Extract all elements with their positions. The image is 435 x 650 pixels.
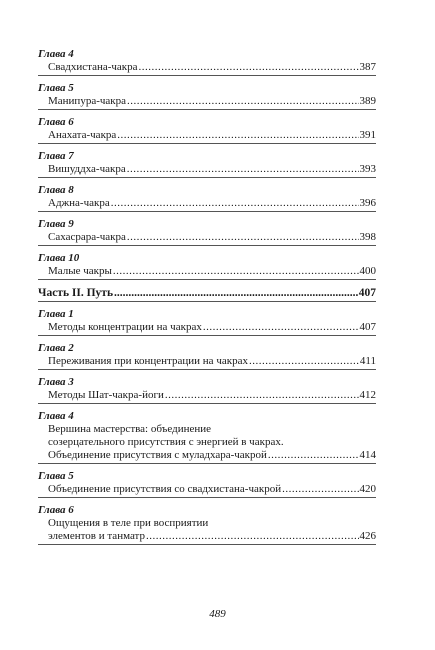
- chapter-label: Глава 4: [38, 410, 74, 422]
- leader-dots: [146, 530, 358, 543]
- entry-page: 411: [359, 355, 376, 367]
- leader-dots: [117, 129, 358, 142]
- entry-page: 389: [359, 95, 376, 107]
- entry-title-line: Объединение присутствия с муладхара-чакрой ..... 414: [38, 449, 376, 462]
- toc-entry[interactable]: [38, 265, 376, 280]
- toc-entry[interactable]: [38, 355, 376, 370]
- entry-title: Малые чакры: [48, 265, 112, 277]
- part-heading[interactable]: [38, 286, 376, 302]
- leader-dots: [203, 321, 359, 334]
- leader-dots: [114, 286, 358, 300]
- entry-title: Манипура-чакра: [48, 95, 127, 107]
- entry-page: 420: [359, 483, 376, 495]
- entry-page: 414: [359, 449, 376, 461]
- entry-title-line: элементов и танматр ..... 426: [38, 530, 376, 543]
- leader-dots: [282, 483, 358, 496]
- entry-title-line: Вершина мастерства: объединение: [48, 423, 212, 435]
- entry-page: 412: [359, 389, 376, 401]
- toc-entry[interactable]: [38, 231, 376, 246]
- chapter-label: Глава 1: [38, 308, 74, 320]
- leader-dots: [127, 95, 358, 108]
- table-of-contents: [38, 47, 376, 545]
- entry-title: Переживания при концентрации на чакрах: [48, 355, 248, 367]
- entry-page: 393: [359, 163, 376, 175]
- part-title: Часть II. Путь: [38, 287, 114, 299]
- chapter-label: Глава 7: [38, 150, 74, 162]
- entry-page: 407: [359, 321, 376, 333]
- entry-title: Сахасрара-чакра: [48, 231, 126, 243]
- chapter-label: Глава 5: [38, 470, 74, 482]
- toc-entry[interactable]: [38, 389, 376, 404]
- toc-entry[interactable]: [38, 483, 376, 498]
- leader-dots: [127, 163, 359, 176]
- part-page: 407: [358, 287, 376, 299]
- chapter-label: Глава 3: [38, 376, 74, 388]
- leader-dots: [111, 197, 359, 210]
- entry-page: 398: [359, 231, 376, 243]
- toc-entry[interactable]: [38, 129, 376, 144]
- entry-page: 387: [359, 61, 376, 73]
- entry-title: Анахата-чакра: [48, 129, 117, 141]
- entry-title: Аджна-чакра: [48, 197, 110, 209]
- entry-page: 426: [359, 530, 376, 542]
- toc-entry[interactable]: [38, 321, 376, 336]
- chapter-label: Глава 9: [38, 218, 74, 230]
- toc-entry[interactable]: [38, 163, 376, 178]
- entry-title: Вишуддха-чакра: [48, 163, 126, 175]
- leader-dots: [113, 265, 359, 278]
- toc-entry[interactable]: [38, 95, 376, 110]
- entry-title-line: Ощущения в теле при восприятии: [48, 517, 209, 529]
- page-number: 489: [209, 608, 226, 620]
- entry-page: 391: [359, 129, 376, 141]
- entry-title-line: созерцательного присутствия с энергией в чакрах.: [48, 436, 284, 448]
- toc-entry[interactable]: [38, 61, 376, 76]
- chapter-label: Глава 2: [38, 342, 74, 354]
- leader-dots: [127, 231, 359, 244]
- entry-title: Свадхистана-чакра: [48, 61, 138, 73]
- chapter-label: Глава 6: [38, 116, 74, 128]
- chapter-label: Глава 4: [38, 48, 74, 60]
- entry-title: Методы Шат-чакра-йоги: [48, 389, 164, 401]
- entry-title: Методы концентрации на чакрах: [48, 321, 202, 333]
- entry-page: 400: [359, 265, 376, 277]
- chapter-label: Глава 8: [38, 184, 74, 196]
- chapter-label: Глава 5: [38, 82, 74, 94]
- leader-dots: [139, 61, 359, 74]
- leader-dots: [268, 449, 359, 462]
- toc-entry[interactable]: [38, 197, 376, 212]
- leader-dots: [165, 389, 359, 402]
- toc-entry-multiline[interactable]: [38, 517, 376, 545]
- toc-entry-multiline[interactable]: [38, 423, 376, 464]
- entry-page: 396: [359, 197, 376, 209]
- chapter-label: Глава 6: [38, 504, 74, 516]
- chapter-label: Глава 10: [38, 252, 80, 264]
- entry-title: Объединение присутствия со свадхистана-чакрой: [48, 483, 282, 495]
- leader-dots: [249, 355, 359, 368]
